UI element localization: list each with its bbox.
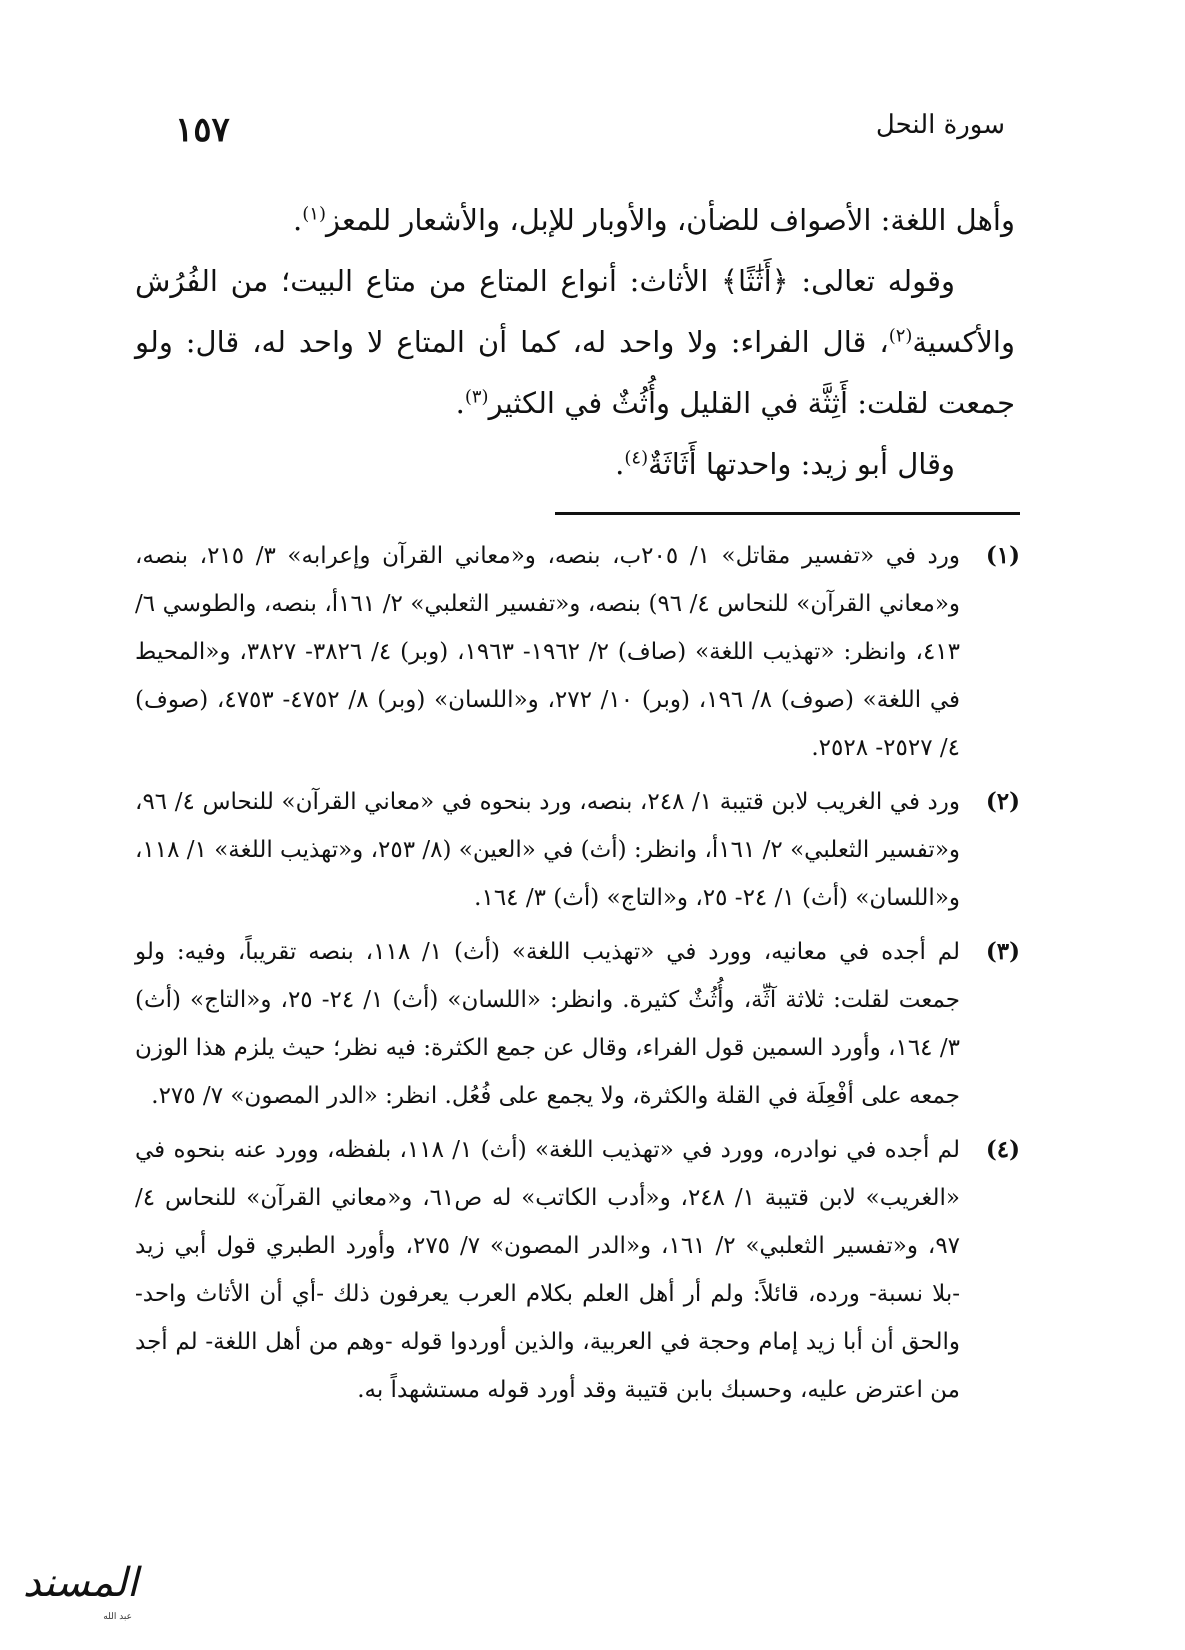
footnote-ref: (٣) — [464, 386, 489, 408]
footnote-marker: (٤) — [985, 1136, 1020, 1163]
seal-sub-text: عبد الله — [103, 1612, 132, 1622]
main-paragraph — [135, 251, 1015, 434]
page-header — [175, 100, 1005, 150]
footnote-text: لم أجده في نوادره، وورد في «تهذيب اللغة» (أث) ١/ ١١٨، بلفظه، وورد عنه بنحوه في «الغريب» لابن قتيبة ١/ ٢٤٨، و«أدب الكاتب» له ص٦١، و«معاني القرآن» للنحاس ٤/ ٩٧، و«تفسير الثعلبي» ٢/ ١٦١، و«الدر المصون» ٧/ ٢٧٥، وأورد الطبري قول أبي زيد -بلا نسبة- ورده، قائلاً: ولم أر أهل العلم بكلام العرب يعرفون ذلك -أي أن الأثاث واحد- والحق أن أبا زيد إمام وحجة في العربية، والذين أوردوا قوله -وهم من أهل اللغة- لم أجد من اعترض عليه، وحسبك بابن قتيبة وقد أورد قوله مستشهداً به. — [135, 1137, 961, 1403]
footnote-marker: (٢) — [985, 788, 1020, 815]
footnote-separator — [555, 512, 1020, 515]
library-seal-logo — [18, 1560, 138, 1630]
footnote-text: ورد في «تفسير مقاتل» ١/ ٢٠٥ب، بنصه، و«معاني القرآن وإعرابه» ٣/ ٢١٥، بنصه، و«معاني القرآن» للنحاس ٤/ ٩٦) بنصه، و«تفسير الثعلبي» ٢/ ١٦١أ، بنصه، والطوسي ٦/ ٤١٣، وانظر: «تهذيب اللغة» (صاف) ٢/ ١٩٦٢- ١٩٦٣، (وبر) ٤/ ٣٨٢٦- ٣٨٢٧، و«المحيط في اللغة» (صوف) ٨/ ١٩٦، (وبر) ١٠/ ٢٧٢، و«اللسان» (وبر) ٨/ ٤٧٥٢- ٤٧٥٣، (صوف) ٤/ ٢٥٢٧- ٢٥٢٨. — [135, 543, 961, 761]
footnote — [135, 532, 1020, 772]
footnote-text: ورد في الغريب لابن قتيبة ١/ ٢٤٨، بنصه، ورد بنحوه في «معاني القرآن» للنحاس ٤/ ٩٦، و«تفسير الثعلبي» ٢/ ١٦١أ، وانظر: (أث) في «العين» (٨/ ٢٥٣، و«تهذيب اللغة» ١/ ١١٨، و«اللسان» (أث) ١/ ٢٤- ٢٥، و«التاج» (أث) ٣/ ١٦٤. — [134, 789, 960, 911]
seal-main-text: المسند — [22, 1560, 138, 1606]
footnote-ref: (٤) — [624, 447, 649, 469]
paragraph-text: ، قال الفراء: ولا واحد له، كما أن المتاع لا واحد له، قال: ولو جمعت لقلت: أَثِثَّة في القليل وأُثُثٌ في الكثير — [135, 325, 1015, 420]
footnote — [135, 1126, 1020, 1414]
paragraph-text: وقوله تعالى: ﴿أَثَٰثًا﴾ الأثاث: أنواع المتاع من متاع البيت؛ من الفُرُش والأكسية — [135, 264, 1015, 359]
paragraph-end: . — [615, 447, 625, 481]
main-paragraph — [135, 434, 1015, 495]
footnote — [135, 928, 1020, 1120]
footnote-marker: (٣) — [985, 938, 1020, 965]
footnotes — [135, 532, 1020, 1420]
footnote-text: لم أجده في معانيه، وورد في «تهذيب اللغة» (أث) ١/ ١١٨، بنصه تقريباً، وفيه: ولو جمعت لقلت: ثلاثة آثِّة، وأُثُثٌ كثيرة. وانظر: «اللسان» (أث) ١/ ٢٤- ٢٥، و«التاج» (أث) ٣/ ١٦٤، وأورد السمين قول الفراء، وقال عن جمع الكثرة: فيه نظر؛ حيث يلزم هذا الوزن جمعه على أفْعِلَة في القلة والكثرة، ولا يجمع على فُعُل. انظر: «الدر المصون» ٧/ ٢٧٥. — [135, 939, 961, 1109]
footnote-ref: (٢) — [888, 325, 913, 347]
main-text — [135, 190, 1015, 495]
page-number: ١٥٧ — [175, 110, 230, 150]
running-title: سورة النحل — [875, 110, 1005, 140]
paragraph-text: وقال أبو زيد: واحدتها أَثَاثَةٌ — [648, 447, 955, 481]
footnote-ref: (١) — [302, 203, 326, 225]
footnote-marker: (١) — [985, 542, 1020, 569]
paragraph-end: . — [455, 386, 465, 420]
paragraph-end: . — [293, 203, 303, 237]
footnote — [135, 778, 1020, 922]
paragraph-text: وأهل اللغة: الأصواف للضأن، والأوبار للإبل، والأشعار للمعز — [325, 203, 1015, 237]
main-paragraph — [135, 190, 1015, 251]
